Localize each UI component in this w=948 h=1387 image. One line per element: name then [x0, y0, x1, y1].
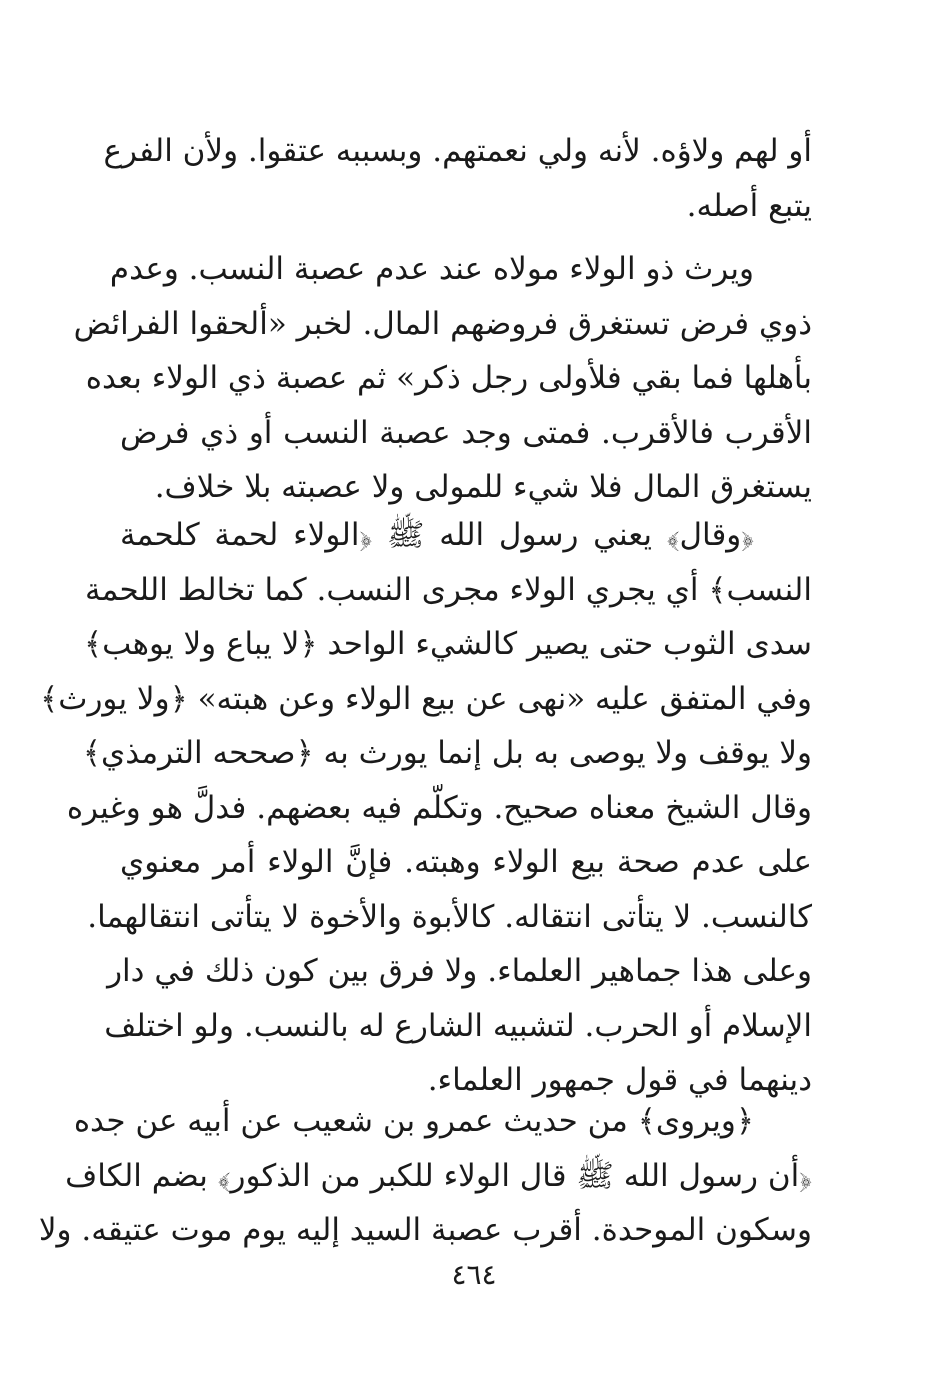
text-line: ذوي فرض تستغرق فروضهم المال. لخبر «ألحقوا الفرائض: [73, 305, 812, 342]
paragraph-3: [40, 508, 812, 1108]
text-line: ﴿وقال﴾ يعني رسول الله ﷺ ﴿الولاء لحمة كلحمة: [120, 517, 754, 553]
text-line: يتبع أصله.: [686, 187, 812, 224]
text-line: دينهما في قول جمهور العلماء.: [427, 1062, 812, 1098]
paragraph-1: [103, 124, 812, 233]
text-line: وسكون الموحدة. أقرب عصبة السيد إليه يوم موت عتيقه. ولا: [38, 1212, 812, 1248]
text-line: وفي المتفق عليه «نهى عن بيع الولاء وعن هبته» ﴿ولا يورث﴾: [40, 680, 812, 717]
paragraph-2: [73, 242, 812, 515]
text-line: الأقرب فالأقرب. فمتى وجد عصبة النسب أو ذي فرض: [120, 414, 812, 451]
text-line: ﴿ويروى﴾ من حديث عمرو بن شعيب عن أبيه عن جده: [73, 1103, 754, 1139]
paragraph-4: [38, 1094, 812, 1258]
text-line: سدى الثوب حتى يصير كالشيء الواحد ﴿لا يباع ولا يوهب﴾: [84, 626, 812, 662]
text-line: ويرث ذو الولاء مولاه عند عدم عصبة النسب. وعدم: [109, 251, 754, 287]
text-line: ﴿أن رسول الله ﷺ قال الولاء للكبر من الذكور﴾ بضم الكاف: [65, 1157, 812, 1194]
page-number: ٤٦٤: [451, 1258, 497, 1291]
text-line: ولا يوقف ولا يوصى به بل إنما يورث به ﴿صححه الترمذي﴾: [82, 735, 812, 771]
text-line: أو لهم ولاؤه. لأنه ولي نعمتهم. وبسببه عتقوا. ولأن الفرع: [103, 133, 812, 169]
text-line: بأهلها فما بقي فلأولى رجل ذكر» ثم عصبة ذي الولاء بعده: [85, 360, 812, 396]
text-line: وعلى هذا جماهير العلماء. ولا فرق بين كون ذلك في دار: [107, 953, 812, 989]
text-line: الإسلام أو الحرب. لتشبيه الشارع له بالنسب. ولو اختلف: [104, 1007, 812, 1044]
text-line: يستغرق المال فلا شيء للمولى ولا عصبته بلا خلاف.: [154, 469, 812, 505]
text-line: النسب﴾ أي يجري الولاء مجرى النسب. كما تخالط اللحمة: [84, 571, 812, 608]
text-line: على عدم صحة بيع الولاء وهبته. فإنَّ الولاء أمر معنوي: [120, 844, 812, 880]
text-line: وقال الشيخ معناه صحيح. وتكلّم فيه بعضهم. فدلَّ هو وغيره: [66, 789, 812, 826]
text-line: كالنسب. لا يتأتى انتقاله. كالأبوة والأخوة لا يتأتى انتقالهما.: [87, 898, 812, 935]
